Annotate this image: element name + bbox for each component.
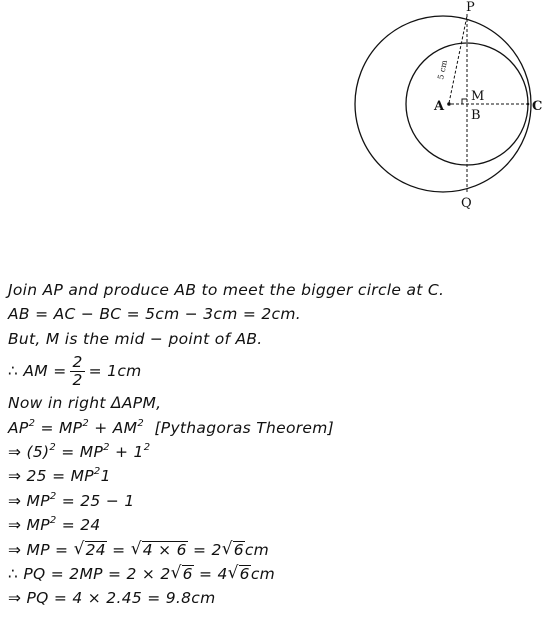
solution-line-3: But, M is the mid − point of AB. — [8, 329, 263, 348]
radicand: 6 — [233, 540, 244, 559]
step-text: ⇒ MP = — [8, 540, 69, 559]
square-root — [132, 538, 188, 562]
square-root — [223, 538, 245, 562]
square-root — [229, 562, 251, 586]
geometry-figure — [0, 0, 551, 215]
step-text: = 24 — [61, 516, 101, 535]
solution-line-1: Join AP and produce AB to meet the bigger circle at C. — [8, 281, 445, 299]
radicand: 24 — [85, 540, 106, 559]
step-text: 1 — [100, 467, 111, 486]
step-text: = 25 − 1 — [61, 491, 135, 510]
solution-line-12 — [8, 562, 548, 586]
square-root — [75, 538, 107, 562]
exponent: 2 — [49, 490, 57, 502]
solution-line-9 — [8, 489, 548, 513]
label-c: C — [532, 99, 543, 114]
exponent: 2 — [143, 441, 151, 453]
step-text: ⇒ MP — [8, 516, 50, 535]
radius-ap — [449, 16, 467, 103]
step-text: = 4 — [198, 564, 228, 583]
solution-line-10 — [8, 513, 548, 537]
exponent: 2 — [82, 417, 89, 429]
exponent: 2 — [137, 417, 144, 429]
step-text: + 1 — [115, 442, 144, 461]
ap-text: AP — [8, 418, 29, 437]
unit-text: cm — [244, 540, 270, 559]
radicand: 6 — [182, 564, 193, 583]
right-angle-mark — [462, 99, 467, 104]
label-p: P — [466, 0, 475, 15]
am-prefix: ∴ AM = — [8, 361, 67, 380]
solution-line-13: ⇒ PQ = 4 × 2.45 = 9.8cm — [8, 589, 216, 608]
fraction — [70, 354, 84, 389]
unit-text: cm — [250, 564, 276, 583]
label-a: A — [434, 99, 445, 114]
label-q: Q — [461, 196, 472, 211]
am-text: + AM — [94, 418, 138, 437]
solution-line-4 — [8, 351, 548, 391]
fraction-denominator: 2 — [72, 370, 83, 389]
square-root — [172, 562, 194, 586]
radicand: 6 — [239, 564, 250, 583]
exponent: 2 — [28, 417, 36, 429]
step-text: ∴ PQ = 2MP = 2 × 2 — [8, 564, 171, 583]
solution-line-8 — [8, 464, 548, 488]
step-text: ⇒ (5) — [8, 442, 50, 461]
solution-line-11 — [8, 538, 548, 562]
mp-text: = MP — [40, 418, 83, 437]
exponent: 2 — [49, 441, 57, 453]
step-text: ⇒ MP — [8, 491, 50, 510]
solution-line-2: AB = AC − BC = 5cm − 3cm = 2cm. — [8, 305, 301, 324]
label-radius: 5 cm — [436, 59, 450, 81]
theorem-note: [Pythagoras Theorem] — [154, 418, 334, 437]
solution-text — [8, 278, 548, 611]
label-b: B — [471, 108, 481, 123]
radicand: 4 × 6 — [142, 540, 187, 559]
step-text: = 2 — [193, 540, 222, 559]
step-text: ⇒ 25 = MP — [8, 467, 94, 486]
step-text: = — [112, 540, 126, 559]
step-text: = MP — [61, 442, 104, 461]
am-suffix: = 1cm — [88, 361, 142, 380]
label-m: M — [471, 89, 485, 104]
exponent: 2 — [49, 515, 57, 527]
fraction-numerator: 2 — [72, 352, 83, 371]
exponent: 2 — [93, 466, 101, 478]
point-a-dot — [447, 102, 451, 106]
solution-line-7 — [8, 440, 548, 464]
solution-line-5: Now in right ΔAPM, — [8, 394, 162, 413]
exponent: 2 — [103, 441, 110, 453]
point-c-dot — [527, 103, 530, 106]
solution-line-6 — [8, 416, 548, 440]
